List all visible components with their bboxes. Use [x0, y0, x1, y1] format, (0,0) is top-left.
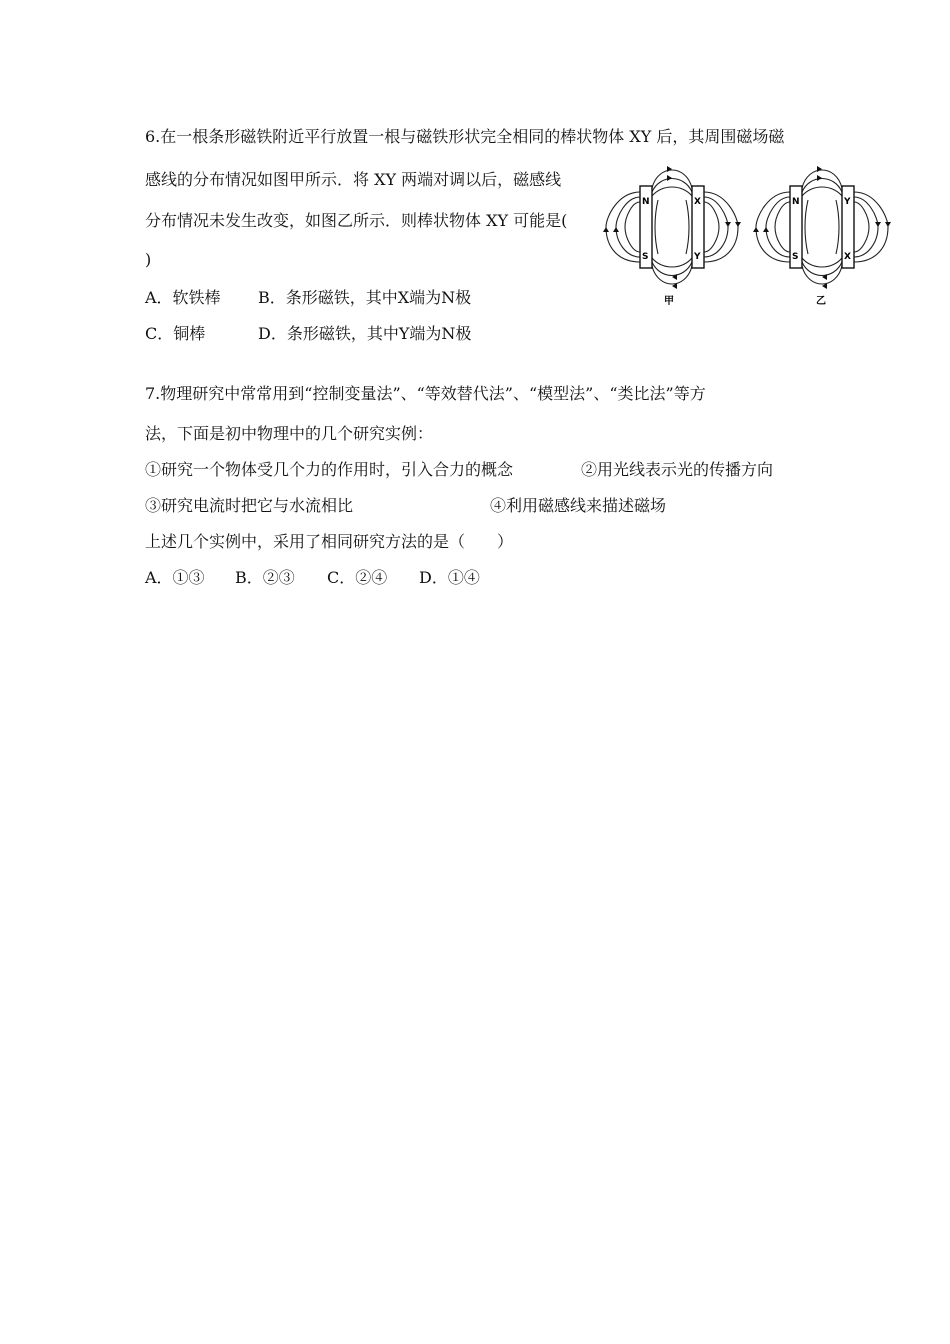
jia-magnet-bottom-label: S: [642, 252, 649, 262]
magnetic-field-figure: [600, 162, 896, 310]
q7-option-b: B．②③: [235, 568, 295, 587]
q7-stem-line-1: 7.物理研究中常常用到“控制变量法”、“等效替代法”、“模型法”、“类比法”等方: [145, 384, 706, 403]
q6-stem-line-3: 分布情况未发生改变，如图乙所示．则棒状物体 XY 可能是(: [145, 211, 568, 230]
yi-rod-bottom-label: X: [844, 252, 851, 262]
q7-question: 上述几个实例中，采用了相同研究方法的是（ ）: [145, 532, 514, 551]
yi-rod-top-label: Y: [844, 197, 851, 207]
jia-rod-bottom-label: Y: [694, 252, 701, 262]
q6-option-a: A．软铁棒: [145, 288, 221, 307]
q7-example-1: ①研究一个物体受几个力的作用时，引入合力的概念: [145, 460, 514, 479]
field-lines-diagram: [600, 162, 896, 310]
caption-jia: 甲: [664, 296, 674, 307]
q6-stem-line-2: 感线的分布情况如图甲所示．将 XY 两端对调以后，磁感线: [145, 170, 562, 189]
q7-example-3: ③研究电流时把它与水流相比: [145, 496, 354, 515]
q6-option-b: B．条形磁铁，其中X端为N极: [258, 288, 472, 307]
q7-option-d: D．①④: [419, 568, 480, 587]
diagram-yi: [753, 166, 891, 289]
diagram-jia: [603, 166, 741, 289]
caption-yi: 乙: [816, 296, 826, 307]
q7-option-a: A．①③: [145, 568, 205, 587]
q7-stem-line-2: 法，下面是初中物理中的几个研究实例：: [145, 424, 434, 443]
yi-magnet-bottom-label: S: [792, 252, 799, 262]
q6-option-c: C．铜棒: [145, 324, 206, 343]
q7-option-c: C．②④: [327, 568, 388, 587]
q6-stem-line-1: 6.在一根条形磁铁附近平行放置一根与磁铁形状完全相同的棒状物体 XY 后，其周围磁场磁: [145, 127, 785, 146]
q7-example-4: ④利用磁感线来描述磁场: [490, 496, 667, 515]
q6-stem-line-4: ): [145, 250, 152, 269]
yi-magnet-top-label: N: [792, 197, 800, 207]
q6-option-d: D．条形磁铁，其中Y端为N极: [258, 324, 472, 343]
jia-magnet-top-label: N: [642, 197, 650, 207]
jia-rod-top-label: X: [694, 197, 701, 207]
q7-example-2: ②用光线表示光的传播方向: [581, 460, 774, 479]
